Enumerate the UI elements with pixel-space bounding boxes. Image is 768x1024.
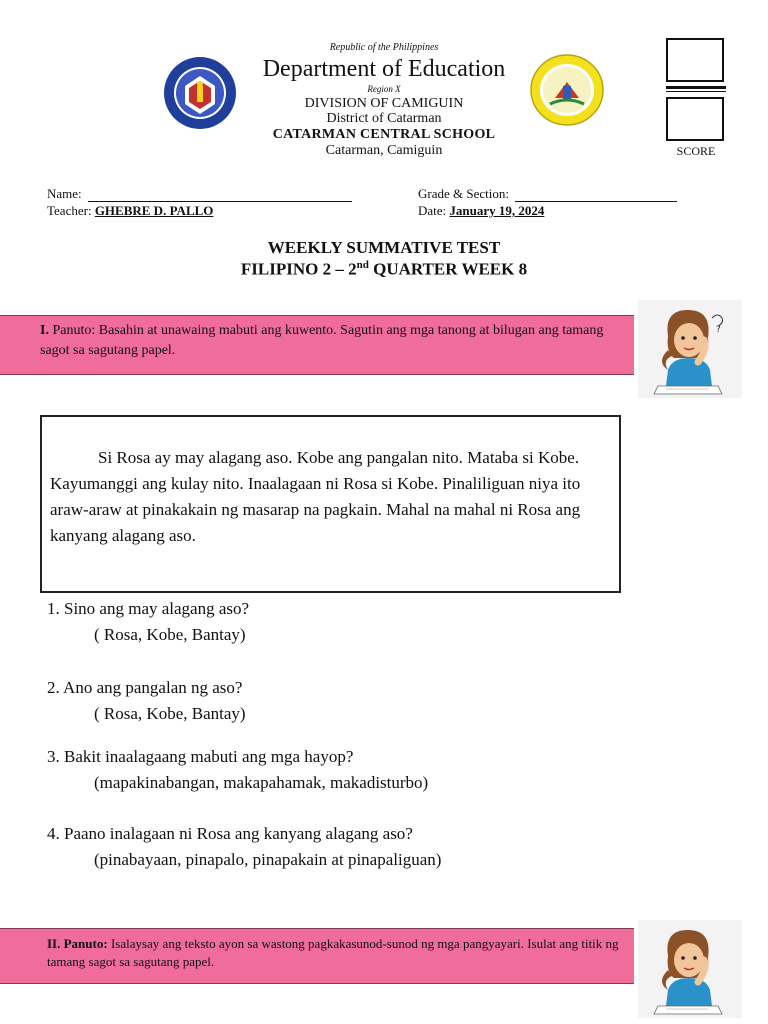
division-text: DIVISION OF CAMIGUIN (304, 96, 464, 111)
teacher-value: GHEBRE D. PALLO (94, 203, 214, 218)
teacher-label: Teacher: (47, 203, 92, 218)
date-value: January 19, 2024 (449, 203, 545, 218)
name-field (47, 186, 352, 202)
subject-title: FILIPINO 2 – 2nd QUARTER WEEK 8 (240, 259, 528, 279)
thinking-girl-illustration (638, 300, 742, 398)
name-label: Name: (47, 186, 82, 201)
instruction-band-2 (0, 928, 634, 984)
date-label: Date: (418, 203, 447, 218)
school-name: CATARMAN CENTRAL SCHOOL (272, 127, 496, 142)
svg-text:?: ? (716, 325, 721, 335)
instruction-band-1 (0, 315, 634, 375)
region-text: Region X (367, 84, 401, 94)
republic-text: Republic of the Philippines (329, 42, 439, 53)
grade-section-field (418, 186, 677, 202)
question-4-choices: (pinabayaan, pinapalo, pinapakain at pinapaliguan) (94, 850, 442, 869)
thinking-girl-illustration-2 (638, 920, 742, 1018)
score-divider (666, 86, 726, 92)
name-input-line[interactable] (88, 187, 352, 202)
grade-section-input-line[interactable] (515, 187, 677, 202)
score-label: SCORE (676, 144, 716, 158)
question-1: 1. Sino ang may alagang aso? (47, 599, 250, 618)
teacher-field (47, 203, 213, 219)
story-text: Si Rosa ay may alagang aso. Kobe ang pangalan nito. Mataba si Kobe. Kayumanggi ang kulay nito. Inaalagaan ni Rosa si Kobe. Pinaliliguan niya ito araw-araw at pinakakain ng masarap na pagkain. Mahal na mahal ni Rosa ang kanyang alagang aso. (50, 448, 581, 545)
score-box-top[interactable] (666, 38, 724, 82)
grade-section-label: Grade & Section: (418, 186, 509, 201)
question-2-choices: ( Rosa, Kobe, Bantay) (94, 704, 246, 723)
question-1-choices: ( Rosa, Kobe, Bantay) (94, 625, 246, 644)
date-field (418, 203, 544, 219)
instruction-2-text: II. Panuto: Isalaysay ang teksto ayon sa wastong pagkakasunod-sunod ng mga pangyayari. Isulat ang titik ng tamang sagot sa sagutang papel. (47, 936, 619, 969)
score-box-bottom[interactable] (666, 97, 724, 141)
test-title: WEEKLY SUMMATIVE TEST (267, 238, 501, 257)
town-text: Catarman, Camiguin (325, 143, 443, 158)
instruction-1-text: I. Panuto: Basahin at unawaing mabuti ang kuwento. Sagutin ang mga tanong at bilugan ang tamang sagot sa sagutang papel. (40, 323, 604, 358)
story-passage (40, 415, 621, 593)
department-title: Department of Education (262, 56, 506, 82)
question-3-choices: (mapakinabangan, makapahamak, makadisturbo) (94, 773, 429, 792)
question-2: 2. Ano ang pangalan ng aso? (47, 678, 243, 697)
question-3: 3. Bakit inaalagaang mabuti ang mga hayop? (47, 747, 354, 766)
district-text: District of Catarman (326, 111, 442, 126)
question-4: 4. Paano inalagaan ni Rosa ang kanyang alagang aso? (47, 824, 413, 843)
